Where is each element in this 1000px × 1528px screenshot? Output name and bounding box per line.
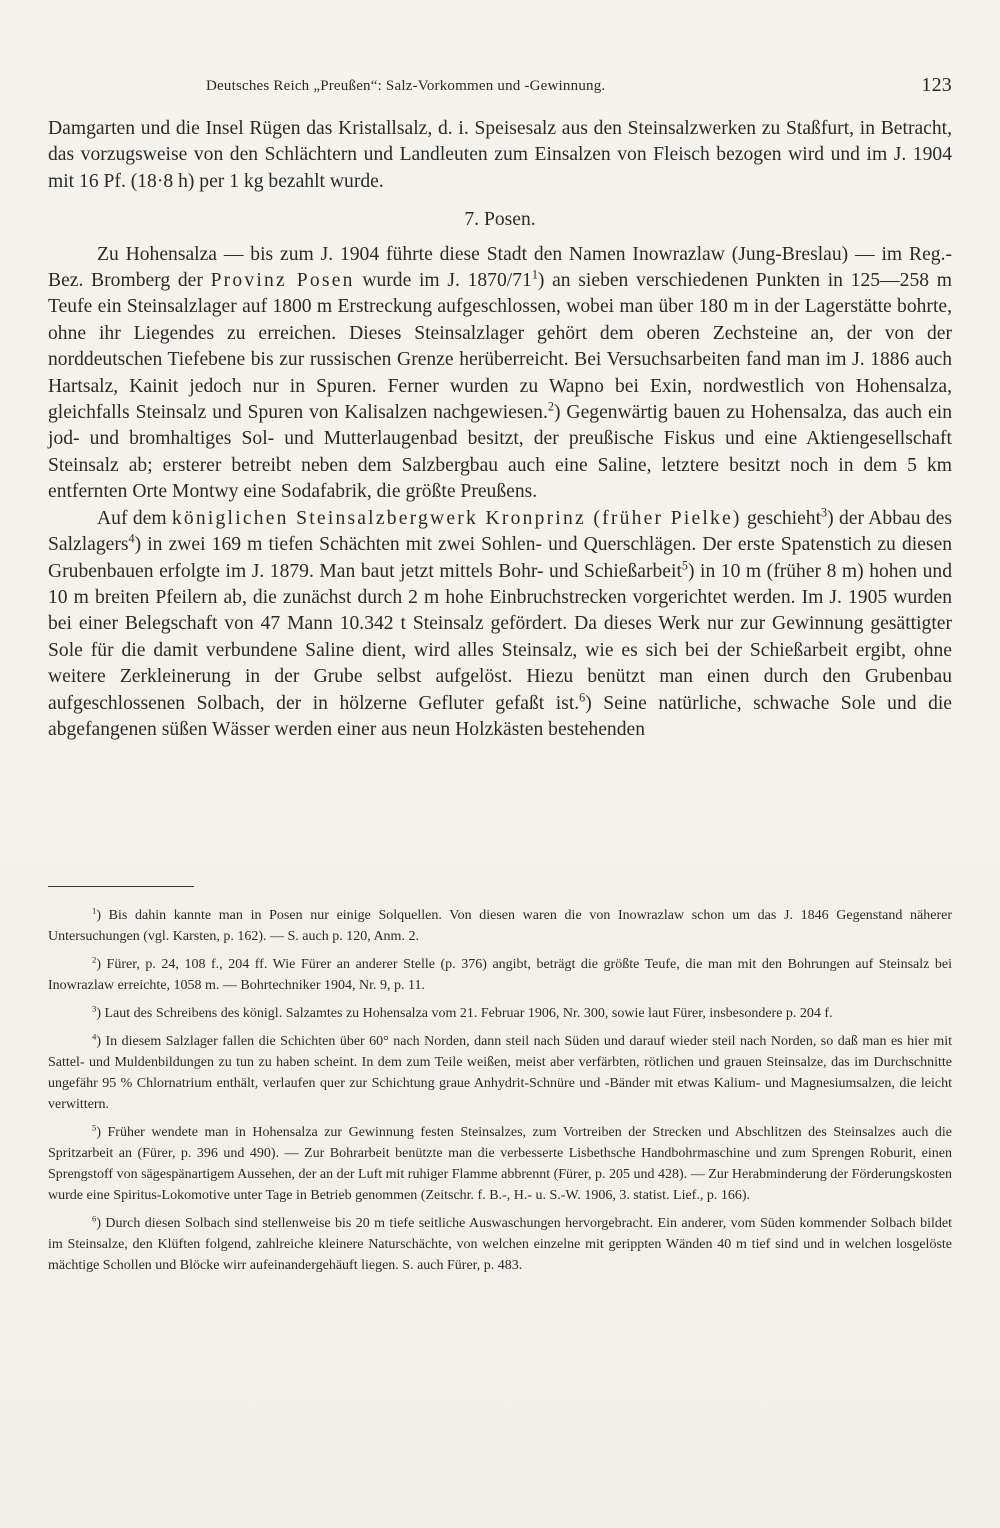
spaced-term: Provinz Posen xyxy=(210,270,355,292)
footnote-ref-2: 2 xyxy=(547,399,554,414)
footnote-mark: 4 xyxy=(92,1031,97,1042)
footnote-6 xyxy=(48,1213,952,1276)
page-header xyxy=(48,74,952,100)
main-text xyxy=(48,116,952,743)
text-run: ) der Abbau des Salzlagers xyxy=(48,507,952,556)
text-run: ) Gegenwärtig bauen zu Hohensalza, das auch ein jod- und bromhaltiges Sol- und Mutterlaugenbad besitzt, der preußische Fiskus und eine Aktiengesellschaft Steinsalz ab; ersterer betreibt neben dem Salzbergbau auch eine Saline, letztere besitzt noch in dem 5 km entfernten Orte Montwy eine Sodafabrik, die größte Preußens. xyxy=(48,402,952,503)
text-run: ) an sieben verschiedenen Punkten in 125—258 m Teufe ein Steinsalzlager auf 1800 m Erstreckung aufgeschlossen, wobei man über 180 m in der Lagerstätte bohrte, ohne ihr Liegendes zu erreichen. Dieses Steinsalzlager gehört dem oberen Zechsteine an, der von der norddeutschen Tiefebene bis zur russischen Grenze herüberreicht. Bei Versuchsarbeiten fand man im J. 1886 auch Hartsalz, Kainit jedoch nur in Spuren. Ferner wurden zu Wapno bei Exin, nordwestlich von Hohensalza, gleichfalls Steinsalz und Spuren von Kalisalzen nachgewiesen. xyxy=(48,270,952,424)
section-heading: 7. Posen. xyxy=(464,209,536,231)
footnote-text: ) In diesem Salzlager fallen die Schichten über 60° nach Norden, dann steil nach Süden und darauf wieder steil nach Norden, so daß man es hier mit Sattel- und Muldenbildungen zu tun zu haben scheint. In dem zum Teile weißen, meist aber verfärbten, rötlichen und grauen Steinsalze, das im Durchschnitte ungefähr 95 % Chlornatrium enthält, verlaufen quer zur Schichtung graue Anhydrit-Schnüre und -Bänder mit etwas Kalium- und Magnesiumsalzen, die leicht verwittern. xyxy=(48,1034,952,1112)
text-run: wurde im J. 1870/71 xyxy=(354,270,532,292)
spaced-term: königlichen Steinsalzbergwerk Kronprinz (früher Pielke) xyxy=(171,507,742,529)
paragraph-continuation: Damgarten und die Insel Rügen das Kristallsalz, d. i. Speisesalz aus den Steinsalzwerken zu Staßfurt, in Betracht, das vorzugsweise von den Schlächtern und Landleuten zum Einsalzen von Fleisch bezogen wird und im J. 1904 mit 16 Pf. (18·8 h) per 1 kg bezahlt wurde. xyxy=(48,118,952,192)
footnote-2 xyxy=(48,954,952,996)
footnote-ref-1: 1 xyxy=(531,267,538,282)
footnote-mark: 5 xyxy=(92,1122,97,1133)
footnote-text: ) Durch diesen Solbach sind stellenweise bis 20 m tiefe seitliche Auswaschungen hervorgebracht. Ein anderer, vom Süden kommender Solbach bildet im Steinsalze, den Klüften folgend, zahlreiche kleinere Naturschächte, von welchen einzelne mit gerippten Wänden 40 m tief sind und in welchen losgelöste mächtige Schollen und Blöcke wirr aufeinandergehäuft liegen. S. auch Fürer, p. 483. xyxy=(48,1216,952,1273)
footnote-text: ) Früher wendete man in Hohensalza zur Gewinnung festen Steinsalzes, zum Vortreiben der Strecken und Abschlitzen des Steinsalzes auch die Spritzarbeit an (Fürer, p. 396 und 490). — Zur Bohrarbeit benützte man die verbesserte Lisbethsche Handbohrmaschine und zum Sprengen Roburit, einen Sprengstoff von sägespänartigem Aussehen, der an der Luft mit ruhiger Flamme abbrennt (Fürer, p. 205 und 428). — Zur Herabminderung der Förderungskosten wurde eine Spiritus-Lokomotive unter Tage in Betrieb genommen (Zeitschr. f. B.-, H.- u. S.-W. 1906, 3. statist. Lief., p. 166). xyxy=(48,1125,952,1203)
footnote-mark: 3 xyxy=(92,1003,97,1014)
footnote-text: ) Bis dahin kannte man in Posen nur einige Solquellen. Von diesen waren die von Inowrazlaw schon um das J. 1846 Gegenstand näherer Untersuchungen (vgl. Karsten, p. 162). — S. auch p. 120, Anm. 2. xyxy=(48,908,952,944)
footnote-ref-4: 4 xyxy=(128,531,135,546)
footnote-4 xyxy=(48,1031,952,1115)
footnote-mark: 1 xyxy=(92,905,97,916)
text-run: ) in zwei 169 m tiefen Schächten mit zwei Sohlen- und Querschlägen. Der erste Spatenstich zu diesen Grubenbauen erfolgte im J. 1879. Man baut jetzt mittels Bohr- und Schießarbeit xyxy=(48,534,952,582)
footnote-5 xyxy=(48,1122,952,1206)
footnote-1 xyxy=(48,905,952,947)
text-run: Zu Hohensalza — bis zum J. 1904 führte diese Stadt den Namen Inowrazlaw (Jung-Breslau) — im Reg.-Bez. Bromberg der xyxy=(48,243,952,292)
text-run: geschieht xyxy=(741,507,822,529)
footnote-3 xyxy=(48,1003,952,1024)
footnote-text: ) Laut des Schreibens des königl. Salzamtes zu Hohensalza vom 21. Februar 1906, Nr. 300, sowie laut Fürer, insbesondere p. 204 f. xyxy=(96,1006,833,1021)
footnote-ref-6: 6 xyxy=(579,690,586,704)
running-head: Deutsches Reich „Preußen“: Salz-Vorkommen und -Gewinnung. xyxy=(206,78,606,94)
footnote-mark: 2 xyxy=(92,954,97,965)
paragraph-posen-2 xyxy=(48,506,952,744)
page-number: 123 xyxy=(921,74,952,96)
paragraph-posen-1 xyxy=(48,242,952,506)
footnote-ref-3: 3 xyxy=(821,505,828,520)
text-run: ) in 10 m (früher 8 m) hohen und 10 m breiten Pfeilern ab, die zunächst durch 2 m hohe Einbruchstrecken vorgerichtet werden. Im J. 1905 wurden bei einer Belegschaft von 47 Mann 10.342 t Steinsalz gefördert. Da dieses Werk nur zur Gewinnung gesättigter Sole für die damit verbundene Saline dient, wird alles Steinsalz, wie es sich bei der Schießarbeit ergibt, ohne weitere Zerkleinerung in der Grube selbst aufgelöst. Hiezu benützt man einen durch den Grubenbau aufgeschlossenen Solbach, der in hölzerne Gefluter gefaßt ist. xyxy=(48,560,953,714)
footnote-ref-5: 5 xyxy=(681,557,688,572)
footnote-divider xyxy=(48,886,194,887)
text-run: ) Seine natürliche, schwache Sole und die abgefangenen süßen Wässer werden einer aus neun Holzkästen bestehenden xyxy=(48,692,953,740)
footnote-mark: 6 xyxy=(92,1213,97,1224)
footnote-text: ) Fürer, p. 24, 108 f., 204 ff. Wie Fürer an anderer Stelle (p. 376) angibt, beträgt die größte Teufe, die man mit den Bohrungen auf Steinsalz bei Inowrazlaw erreichte, 1058 m. — Bohrtechniker 1904, Nr. 9, p. 11. xyxy=(48,957,952,993)
footnotes xyxy=(48,905,952,1283)
text-run: Auf dem xyxy=(97,507,172,529)
